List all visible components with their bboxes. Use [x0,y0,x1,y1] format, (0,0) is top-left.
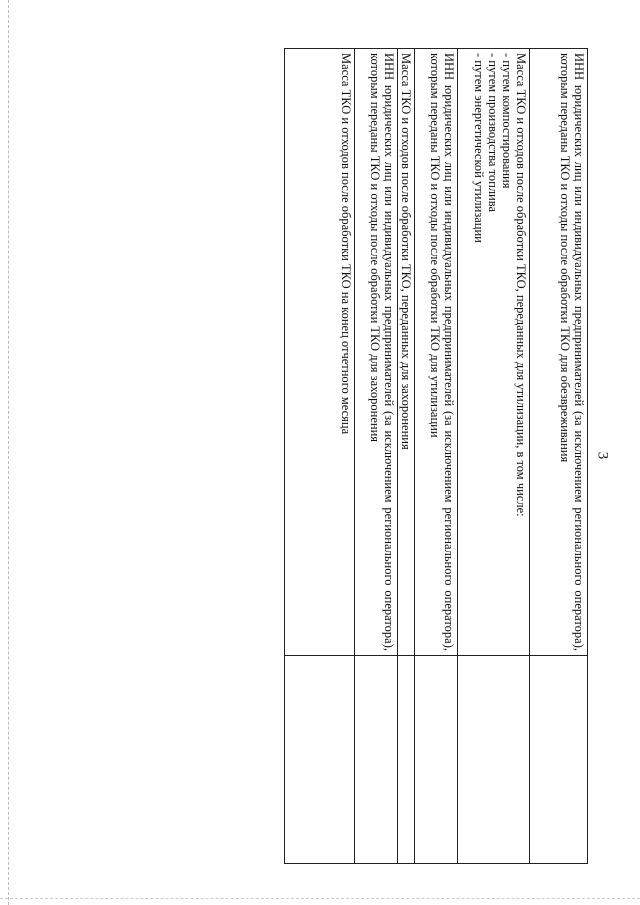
table-row [458,49,530,864]
row-label-with-subitems [458,49,530,656]
report-table [284,48,588,864]
row-value-cell[interactable] [355,656,398,864]
row-value-cell[interactable] [415,656,458,864]
table-row [530,49,588,864]
page-number: 3 [594,451,611,460]
row-label: ИНН юридических лиц или индивидуальных предпринимателей (за исключением регионального оператора), которым переданы ТКО и отходы после обработки ТКО для обезвреживания [530,49,588,656]
row-label: Масса ТКО и отходов после обработки ТКО на конец отчетного месяца [285,49,355,656]
subitem-energy-recovery: - путем энергетической утилизации [472,53,486,243]
table-row [398,49,415,864]
row-label: Масса ТКО и отходов после обработки ТКО, переданных для захоронения [398,49,415,656]
scan-edge-bottom [0,898,640,899]
table-row [285,49,355,864]
row-label: Масса ТКО и отходов после обработки ТКО, переданных для утилизации, в том числе: [514,53,528,517]
table-row [355,49,398,864]
table-row [415,49,458,864]
scan-edge-left [8,0,9,905]
row-value-cell[interactable] [530,656,588,864]
row-value-cell[interactable] [398,656,415,864]
row-value-cell[interactable] [458,656,530,864]
row-value-cell[interactable] [285,656,355,864]
row-label: ИНН юридических лиц или индивидуальных предпринимателей (за исключением регионального оператора), которым переданы ТКО и отходы после обработки ТКО для утилизации [415,49,458,656]
row-label: ИНН юридических лиц или индивидуальных предпринимателей (за исключением регионального оператора), которым переданы ТКО и отходы после обработки ТКО для захоронения [355,49,398,656]
subitem-fuel-production: - путем производства топлива [486,53,500,213]
subitem-composting: - путем компостирования [500,53,514,189]
rotated-sheet [286,48,588,853]
